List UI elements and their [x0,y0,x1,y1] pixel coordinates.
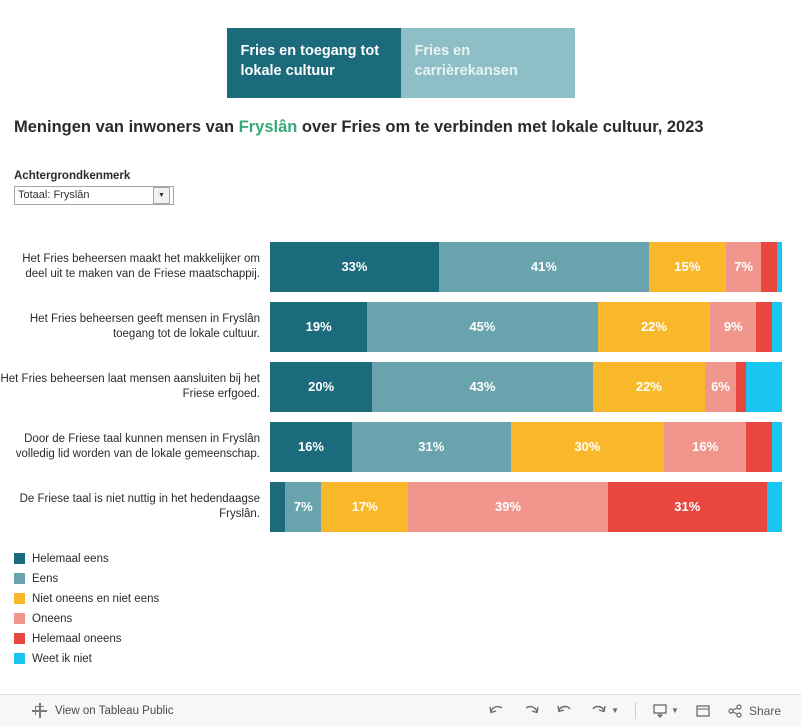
filter-selected-value: Totaal: Fryslân [18,189,90,202]
revert-icon[interactable] [556,704,574,718]
chevron-down-icon[interactable] [153,187,170,204]
view-on-tableau-public[interactable] [32,703,174,718]
bar-segment[interactable] [772,422,782,472]
legend-swatch [14,573,25,584]
bar-segment[interactable] [777,242,782,292]
page-title-part2: over Fries om te verbinden met lokale cultuur, 2023 [297,118,704,136]
chart-row-bars [270,482,782,532]
tableau-logo-icon [32,703,47,718]
bar-segment[interactable] [746,422,772,472]
legend-item[interactable] [14,649,801,669]
chart-row-bars [270,422,782,472]
tableau-toolbar [0,694,801,726]
legend-item[interactable] [14,629,801,649]
legend-swatch [14,653,25,664]
page-title-part1: Meningen van inwoners van [14,118,239,136]
chevron-down-glyph: ▼ [158,191,165,199]
download-caret-icon[interactable]: ▼ [671,706,679,715]
bar-segment[interactable]: 31% [352,422,511,472]
chart-row [0,417,801,477]
tab-fries-carriere[interactable]: Fries en carrièrekansen [401,28,575,98]
bar-segment[interactable]: 17% [321,482,408,532]
toolbar-actions [488,702,781,719]
legend-label: Niet oneens en niet eens [32,592,160,605]
fullscreen-icon[interactable] [695,704,711,718]
filter-block [14,170,801,205]
bar-segment[interactable]: 45% [367,302,597,352]
page-title [14,116,784,140]
legend-item[interactable] [14,569,801,589]
download-icon[interactable] [652,704,679,718]
bar-segment[interactable]: 16% [664,422,746,472]
bar-segment[interactable]: 33% [270,242,439,292]
legend-swatch [14,593,25,604]
refresh-caret-icon[interactable]: ▼ [611,706,620,715]
bar-segment[interactable]: 9% [710,302,756,352]
bar-segment[interactable] [270,482,285,532]
chart-row-label: De Friese taal is niet nuttig in het hedendaagse Fryslân. [19,492,260,520]
bar-segment[interactable] [772,302,782,352]
bar-segment[interactable]: 7% [726,242,762,292]
bar-segment[interactable]: 22% [593,362,706,412]
bar-segment[interactable]: 43% [372,362,592,412]
share-icon [727,704,743,718]
bar-segment[interactable] [767,482,782,532]
legend-swatch [14,633,25,644]
bar-segment[interactable] [761,242,776,292]
bar-segment[interactable]: 15% [649,242,726,292]
tab-fries-lokale-cultuur[interactable]: Fries en toegang tot lokale cultuur [227,28,401,98]
chart-row-bars [270,302,782,352]
bar-segment[interactable]: 6% [705,362,736,412]
legend-label: Helemaal oneens [32,632,122,645]
achtergrondkenmerk-dropdown[interactable] [14,186,174,205]
bar-segment[interactable]: 31% [608,482,767,532]
bar-segment[interactable]: 30% [511,422,665,472]
legend-label: Eens [32,572,59,585]
view-on-tableau-public-label: View on Tableau Public [55,704,174,717]
chart-row [0,297,801,357]
chart-legend [14,549,801,669]
legend-swatch [14,613,25,624]
filter-label: Achtergrondkenmerk [14,169,131,182]
bar-segment[interactable] [736,362,746,412]
bar-segment[interactable]: 7% [285,482,321,532]
toolbar-divider [635,702,636,719]
redo-icon[interactable] [522,704,540,718]
legend-label: Helemaal eens [32,552,109,565]
page-title-highlight: Fryslân [238,118,298,136]
share-label: Share [748,703,781,718]
tab-bar [0,0,801,98]
chart-row-label: Het Fries beheersen maakt het makkelijker om deel uit te maken van de Friese maatschappij. [22,252,260,280]
bar-segment[interactable] [756,302,771,352]
share-button[interactable] [727,704,781,718]
bar-segment[interactable]: 39% [408,482,608,532]
chart-row-label: Het Fries beheersen laat mensen aansluiten bij het Friese erfgoed. [0,372,260,400]
legend-item[interactable] [14,589,801,609]
legend-label: Weet ik niet [32,652,92,665]
chart-row [0,237,801,297]
undo-icon[interactable] [488,704,506,718]
legend-item[interactable] [14,549,801,569]
chart-row-bars [270,242,782,292]
legend-item[interactable] [14,609,801,629]
refresh-icon[interactable] [590,704,619,718]
legend-swatch [14,553,25,564]
legend-label: Oneens [32,612,73,625]
chart-row-bars [270,362,782,412]
bar-segment[interactable]: 16% [270,422,352,472]
bar-segment[interactable]: 22% [598,302,711,352]
chart-row [0,477,801,537]
stacked-bar-chart [0,237,801,537]
chart-row-label: Door de Friese taal kunnen mensen in Fryslân volledig lid worden van de lokale gemeenschap. [15,432,260,460]
chart-row [0,357,801,417]
bar-segment[interactable]: 19% [270,302,367,352]
chart-row-label: Het Fries beheersen geeft mensen in Fryslân toegang tot de lokale cultuur. [29,312,260,340]
bar-segment[interactable]: 41% [439,242,649,292]
bar-segment[interactable]: 20% [270,362,372,412]
bar-segment[interactable] [746,362,782,412]
